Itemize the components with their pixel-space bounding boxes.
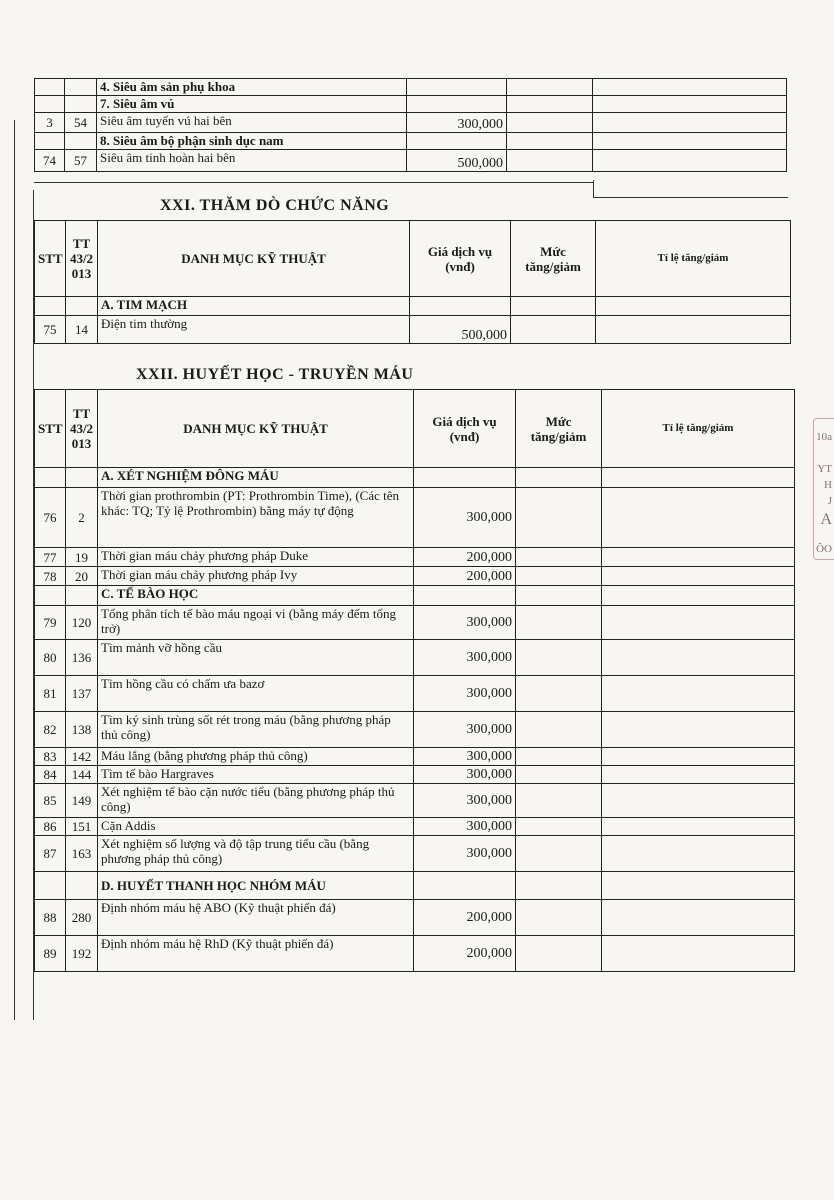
row-technique-name: Máu lắng (bằng phương pháp thủ công) xyxy=(98,748,414,766)
hematology-table xyxy=(34,389,795,972)
row-price: 300,000 xyxy=(414,748,516,766)
row-tt-code: 144 xyxy=(66,766,98,784)
row-tt-code xyxy=(65,96,97,113)
table-bottom-rule xyxy=(593,197,788,198)
row-ratio xyxy=(602,900,795,936)
row-stt: 83 xyxy=(35,748,66,766)
row-stt: 88 xyxy=(35,900,66,936)
row-ratio xyxy=(602,567,795,586)
table-edge xyxy=(593,180,594,198)
table-row xyxy=(35,606,795,640)
table-row xyxy=(35,766,795,784)
table-row xyxy=(35,748,795,766)
table-row xyxy=(35,818,795,836)
row-stt xyxy=(35,133,65,150)
row-price: 300,000 xyxy=(414,766,516,784)
table-row xyxy=(35,316,791,344)
group-row xyxy=(35,872,795,900)
row-tt-code: 120 xyxy=(66,606,98,640)
row-ratio xyxy=(593,79,787,96)
header-change: Mức tăng/giảm xyxy=(516,390,602,468)
row-change xyxy=(516,818,602,836)
row-tt-code xyxy=(65,133,97,150)
row-technique-name: Tìm tế bào Hargraves xyxy=(98,766,414,784)
row-stt: 80 xyxy=(35,640,66,676)
row-price: 200,000 xyxy=(414,900,516,936)
row-tt-code: 138 xyxy=(66,712,98,748)
row-technique-name: Tìm hồng cầu có chấm ưa bazơ xyxy=(98,676,414,712)
row-tt-code: 14 xyxy=(66,316,98,344)
group-row xyxy=(35,297,791,316)
table-row xyxy=(35,488,795,548)
row-change xyxy=(516,900,602,936)
row-stt: 76 xyxy=(35,488,66,548)
row-ratio xyxy=(602,766,795,784)
table-header-row xyxy=(35,221,791,297)
row-ratio xyxy=(593,150,787,172)
row-price xyxy=(407,133,507,150)
row-stt: 85 xyxy=(35,784,66,818)
row-ratio xyxy=(602,818,795,836)
row-price: 500,000 xyxy=(407,150,507,172)
table-row xyxy=(35,567,795,586)
header-stt: STT xyxy=(35,221,66,297)
table-row xyxy=(35,96,787,113)
edge-text-fragment: YT xyxy=(817,463,832,475)
row-technique-name: Thời gian máu chảy phương pháp Ivy xyxy=(98,567,414,586)
row-stt: 75 xyxy=(35,316,66,344)
row-change xyxy=(516,606,602,640)
row-tt-code: 19 xyxy=(66,548,98,567)
row-price: 300,000 xyxy=(414,488,516,548)
row-price: 500,000 xyxy=(410,316,511,344)
row-ratio xyxy=(593,113,787,133)
row-stt: 86 xyxy=(35,818,66,836)
header-price: Giá dịch vụ (vnđ) xyxy=(410,221,511,297)
table-row xyxy=(35,900,795,936)
row-tt-code xyxy=(65,79,97,96)
table-row xyxy=(35,936,795,972)
row-technique-name: 4. Siêu âm sản phụ khoa xyxy=(97,79,407,96)
row-tt-code: 151 xyxy=(66,818,98,836)
row-price: 300,000 xyxy=(407,113,507,133)
row-change xyxy=(511,316,596,344)
row-tt-code: 192 xyxy=(66,936,98,972)
row-ratio xyxy=(602,748,795,766)
header-name: DANH MỤC KỸ THUẬT xyxy=(98,221,410,297)
row-stt: 78 xyxy=(35,567,66,586)
row-technique-name: Siêu âm tuyến vú hai bên xyxy=(97,113,407,133)
table-row xyxy=(35,150,787,172)
row-change xyxy=(516,567,602,586)
row-tt-code: 149 xyxy=(66,784,98,818)
edge-text-fragment: A xyxy=(820,511,832,528)
row-change xyxy=(507,79,593,96)
row-change xyxy=(507,113,593,133)
row-stt: 3 xyxy=(35,113,65,133)
row-ratio xyxy=(602,606,795,640)
row-change xyxy=(516,488,602,548)
row-tt-code: 137 xyxy=(66,676,98,712)
row-ratio xyxy=(602,784,795,818)
header-change: Mức tăng/giảm xyxy=(511,221,596,297)
row-stt: 79 xyxy=(35,606,66,640)
row-change xyxy=(507,133,593,150)
row-ratio xyxy=(593,133,787,150)
header-tt: TT 43/2 013 xyxy=(66,390,98,468)
row-ratio xyxy=(602,836,795,872)
edge-text-fragment: H xyxy=(824,479,832,491)
function-test-table xyxy=(34,220,791,344)
row-price xyxy=(407,96,507,113)
group-row xyxy=(35,586,795,606)
row-stt xyxy=(35,96,65,113)
row-ratio xyxy=(593,96,787,113)
row-stt: 82 xyxy=(35,712,66,748)
ultrasound-table xyxy=(34,78,787,172)
row-tt-code: 280 xyxy=(66,900,98,936)
table-row xyxy=(35,836,795,872)
header-tt: TT 43/2 013 xyxy=(66,221,98,297)
group-c-label: C. TẾ BÀO HỌC xyxy=(98,586,414,606)
table-bottom-rule xyxy=(34,182,594,183)
row-technique-name: Xét nghiệm tế bào cặn nước tiểu (bằng phương pháp thủ công) xyxy=(98,784,414,818)
row-stt: 74 xyxy=(35,150,65,172)
row-ratio xyxy=(596,316,791,344)
edge-text-fragment: J xyxy=(827,495,832,507)
row-tt-code: 54 xyxy=(65,113,97,133)
section-21-title: XXI. THĂM DÒ CHỨC NĂNG xyxy=(160,197,390,214)
row-change xyxy=(507,150,593,172)
row-tt-code: 136 xyxy=(66,640,98,676)
row-price: 200,000 xyxy=(414,548,516,567)
row-change xyxy=(516,748,602,766)
section-22-title: XXII. HUYẾT HỌC - TRUYỀN MÁU xyxy=(136,366,414,383)
row-change xyxy=(516,766,602,784)
row-stt: 87 xyxy=(35,836,66,872)
edge-text-fragment: ÔO xyxy=(816,543,832,555)
row-tt-code: 57 xyxy=(65,150,97,172)
header-ratio: Tỉ lệ tăng/giảm xyxy=(602,390,795,468)
row-ratio xyxy=(602,488,795,548)
header-ratio: Tỉ lệ tăng/giảm xyxy=(596,221,791,297)
row-change xyxy=(516,548,602,567)
group-a-label: A. XÉT NGHIỆM ĐÔNG MÁU xyxy=(98,468,414,488)
row-technique-name: Xét nghiệm số lượng và độ tập trung tiểu cầu (bằng phương pháp thủ công) xyxy=(98,836,414,872)
table-row xyxy=(35,133,787,150)
table-row xyxy=(35,548,795,567)
header-price: Giá dịch vụ (vnđ) xyxy=(414,390,516,468)
header-name: DANH MỤC KỸ THUẬT xyxy=(98,390,414,468)
row-ratio xyxy=(602,712,795,748)
row-price: 300,000 xyxy=(414,836,516,872)
group-d-label: D. HUYẾT THANH HỌC NHÓM MÁU xyxy=(98,872,414,900)
row-stt: 81 xyxy=(35,676,66,712)
header-stt: STT xyxy=(35,390,66,468)
table-row xyxy=(35,113,787,133)
table-row xyxy=(35,640,795,676)
table-row xyxy=(35,79,787,96)
row-ratio xyxy=(602,936,795,972)
row-ratio xyxy=(602,640,795,676)
row-price xyxy=(407,79,507,96)
group-row xyxy=(35,468,795,488)
row-technique-name: Thời gian prothrombin (PT: Prothrombin Time), (Các tên khác: TQ; Tỷ lệ Prothrombin) bằng máy tự động xyxy=(98,488,414,548)
row-change xyxy=(516,640,602,676)
row-technique-name: Định nhóm máu hệ RhD (Kỹ thuật phiến đá) xyxy=(98,936,414,972)
table-row xyxy=(35,784,795,818)
row-price: 300,000 xyxy=(414,712,516,748)
row-tt-code: 142 xyxy=(66,748,98,766)
row-stt: 84 xyxy=(35,766,66,784)
page-margin-line xyxy=(14,120,15,1020)
row-price: 300,000 xyxy=(414,640,516,676)
row-price: 300,000 xyxy=(414,818,516,836)
row-technique-name: 8. Siêu âm bộ phận sinh dục nam xyxy=(97,133,407,150)
row-change xyxy=(516,712,602,748)
row-technique-name: Siêu âm tinh hoàn hai bên xyxy=(97,150,407,172)
table-header-row xyxy=(35,390,795,468)
row-change xyxy=(516,936,602,972)
row-technique-name: Định nhóm máu hệ ABO (Kỹ thuật phiến đá) xyxy=(98,900,414,936)
row-technique-name: Điện tim thường xyxy=(98,316,410,344)
row-tt-code: 20 xyxy=(66,567,98,586)
row-change xyxy=(516,676,602,712)
row-price: 300,000 xyxy=(414,606,516,640)
row-price: 200,000 xyxy=(414,567,516,586)
row-stt: 77 xyxy=(35,548,66,567)
row-change xyxy=(516,836,602,872)
row-price: 300,000 xyxy=(414,784,516,818)
row-ratio xyxy=(602,676,795,712)
row-change xyxy=(507,96,593,113)
edge-text-fragment: 10a xyxy=(816,431,832,443)
table-row xyxy=(35,712,795,748)
row-price: 300,000 xyxy=(414,676,516,712)
row-stt xyxy=(35,79,65,96)
row-technique-name: Tìm ký sinh trùng sốt rét trong máu (bằng phương pháp thủ công) xyxy=(98,712,414,748)
row-stt: 89 xyxy=(35,936,66,972)
row-price: 200,000 xyxy=(414,936,516,972)
row-ratio xyxy=(602,548,795,567)
row-technique-name: Cặn Addis xyxy=(98,818,414,836)
row-tt-code: 2 xyxy=(66,488,98,548)
row-technique-name: 7. Siêu âm vú xyxy=(97,96,407,113)
row-technique-name: Tìm mảnh vỡ hồng cầu xyxy=(98,640,414,676)
row-technique-name: Tổng phân tích tế bào máu ngoại vi (bằng máy đếm tổng trở) xyxy=(98,606,414,640)
group-a-label: A. TIM MẠCH xyxy=(98,297,410,316)
row-tt-code: 163 xyxy=(66,836,98,872)
row-technique-name: Thời gian máu chảy phương pháp Duke xyxy=(98,548,414,567)
row-change xyxy=(516,784,602,818)
table-row xyxy=(35,676,795,712)
